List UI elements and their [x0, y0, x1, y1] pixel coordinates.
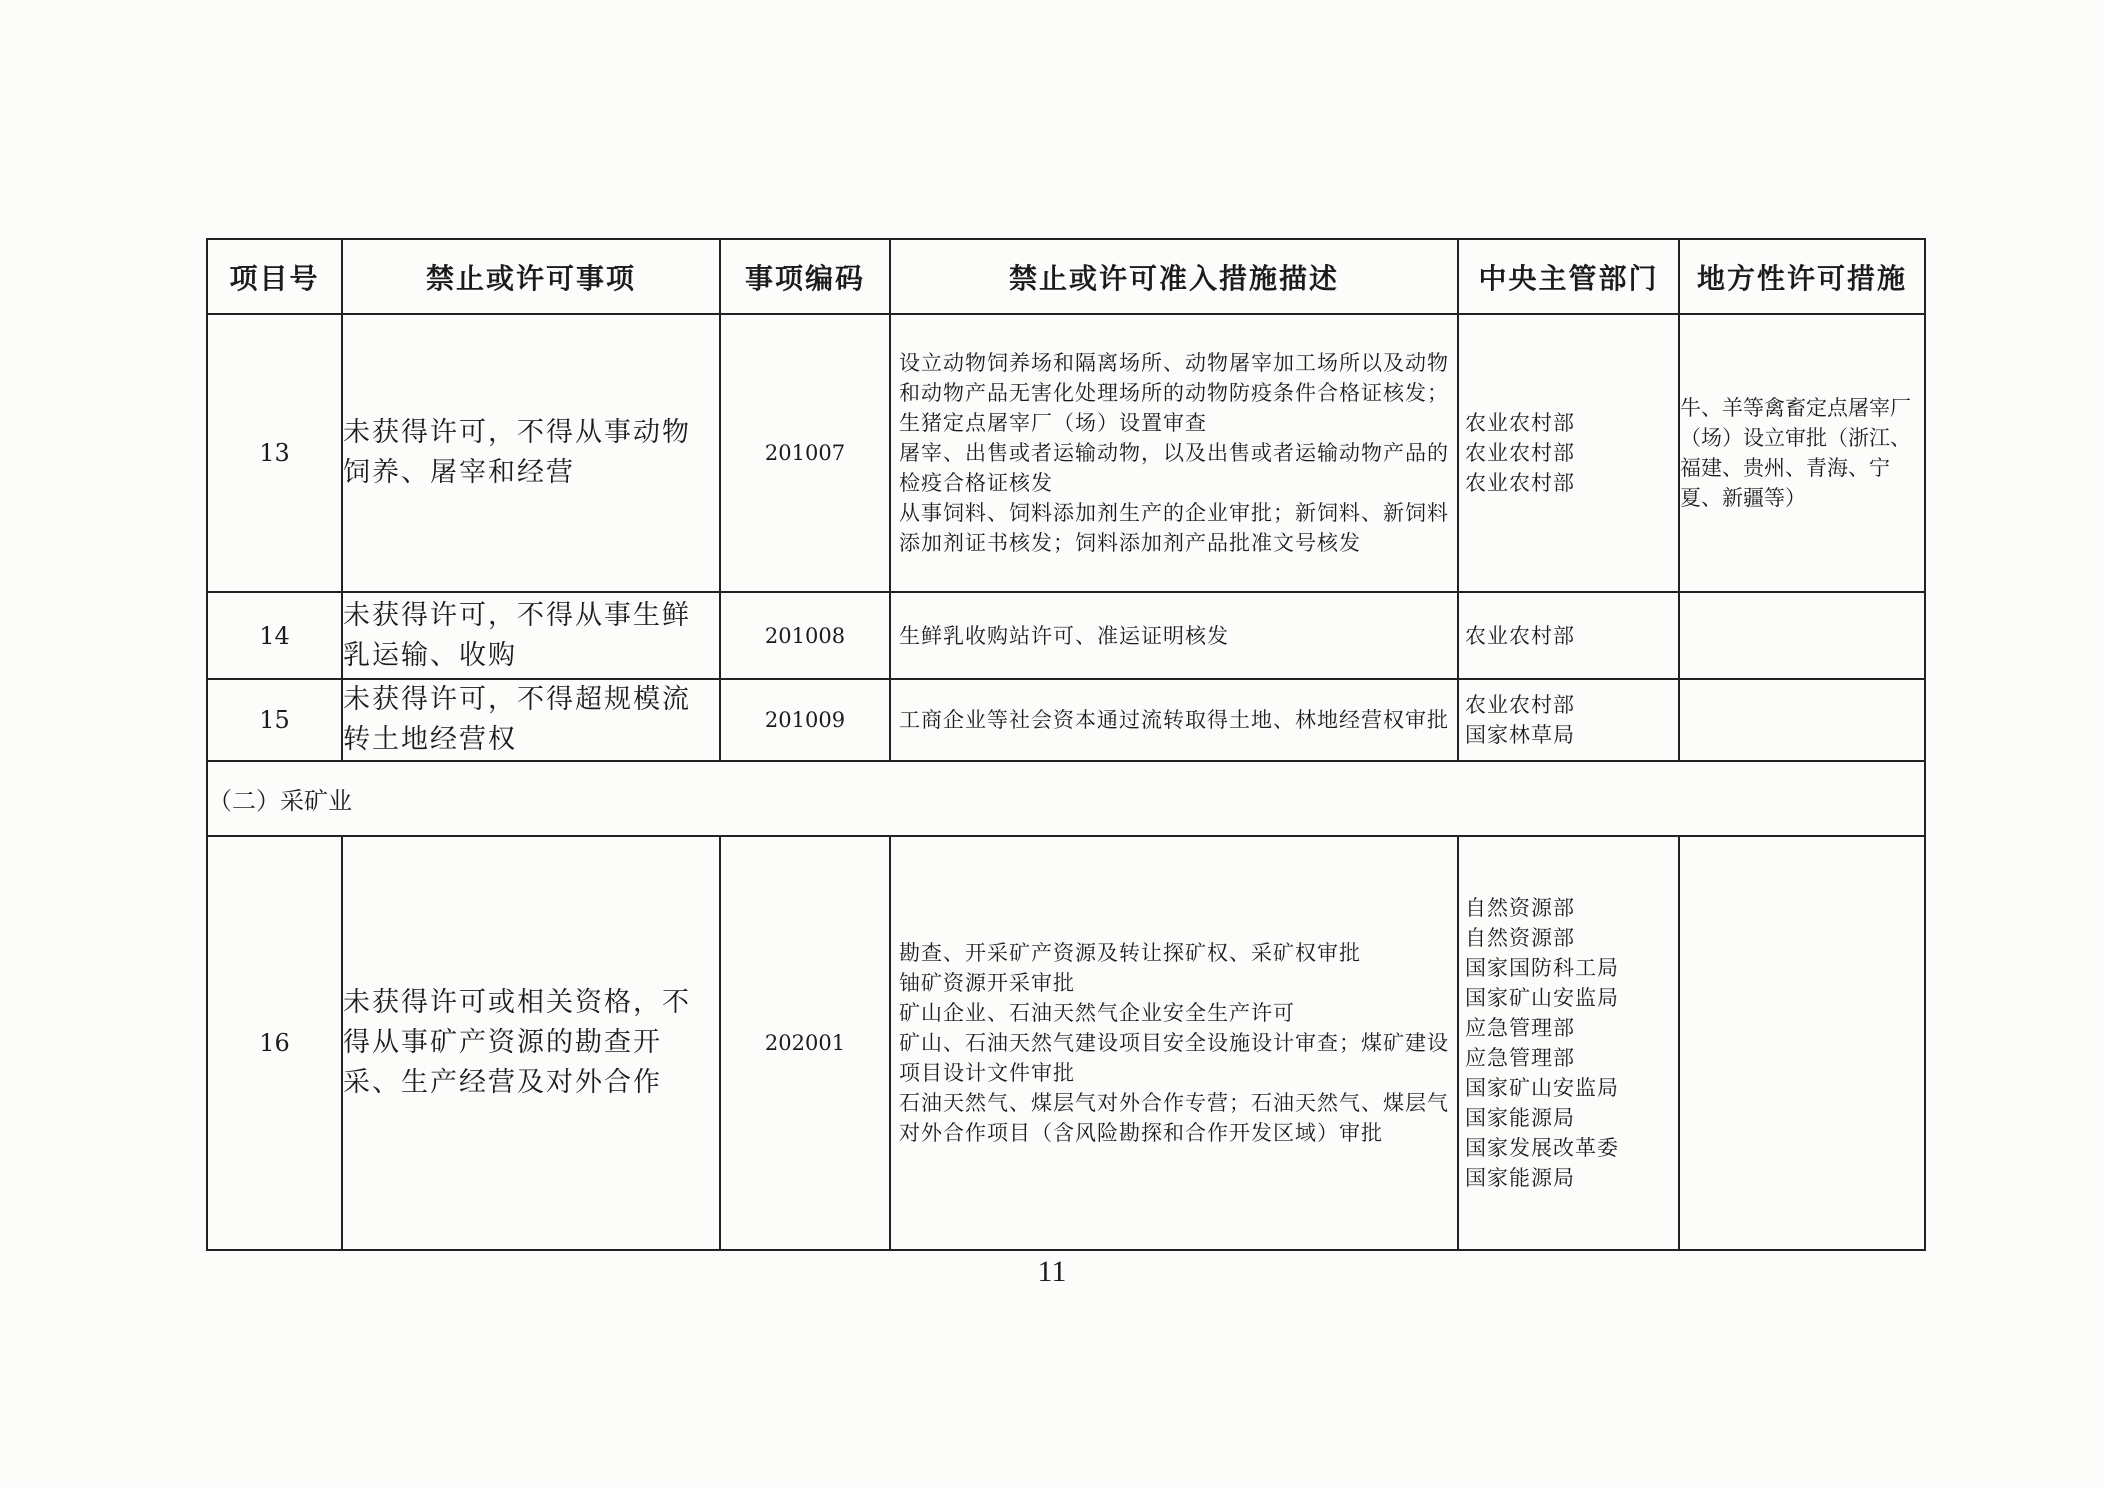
measure-department: 农业农村部 — [1465, 441, 1575, 465]
measure-description: 设立动物饲养场和隔离场所、动物屠宰加工场所以及动物和动物产品无害化处理场所的动物防疫条件合格证核发；生猪定点屠宰厂（场）设置审查 — [899, 351, 1449, 435]
row-item: 未获得许可，不得超规模流转土地经营权 — [342, 679, 720, 761]
row-number: 13 — [207, 314, 342, 592]
row-number: 16 — [207, 836, 342, 1250]
measure-description: 勘查、开采矿产资源及转让探矿权、采矿权审批 — [899, 941, 1361, 965]
row-local-measure — [1679, 679, 1925, 761]
row-item: 未获得许可，不得从事动物饲养、屠宰和经营 — [342, 314, 720, 592]
measure-department: 应急管理部 国家矿山安监局 国家能源局 — [1465, 1046, 1619, 1130]
measure-description: 矿山、石油天然气建设项目安全设施设计审查；煤矿建设项目设计文件审批 — [899, 1031, 1449, 1085]
row-code: 202001 — [720, 836, 890, 1250]
header-project-no: 项目号 — [207, 239, 342, 314]
table-row — [207, 592, 1925, 679]
row-departments — [1458, 314, 1679, 592]
measure-department: 农业农村部 — [1465, 471, 1575, 495]
permit-table — [206, 238, 1926, 1251]
row-local-measure — [1679, 592, 1925, 679]
table-row — [207, 314, 1925, 592]
measure-description: 工商企业等社会资本通过流转取得土地、林地经营权审批 — [899, 708, 1449, 732]
measure-description: 屠宰、出售或者运输动物，以及出售或者运输动物产品的检疫合格证核发 — [899, 441, 1449, 495]
row-item: 未获得许可，不得从事生鲜乳运输、收购 — [342, 592, 720, 679]
row-departments — [1458, 592, 1679, 679]
row-descriptions — [890, 314, 1458, 592]
table-header-row — [207, 239, 1925, 314]
row-code: 201009 — [720, 679, 890, 761]
row-number: 14 — [207, 592, 342, 679]
table-row — [207, 836, 1925, 1250]
row-local-measure: 牛、羊等禽畜定点屠宰厂（场）设立审批（浙江、福建、贵州、青海、宁夏、新疆等） — [1679, 314, 1925, 592]
header-description: 禁止或许可准入措施描述 — [890, 239, 1458, 314]
measure-description: 矿山企业、石油天然气企业安全生产许可 — [899, 1001, 1295, 1025]
measure-description: 石油天然气、煤层气对外合作专营；石油天然气、煤层气对外合作项目（含风险勘探和合作开发区域）审批 — [899, 1091, 1449, 1145]
row-item: 未获得许可或相关资格，不得从事矿产资源的勘查开采、生产经营及对外合作 — [342, 836, 720, 1250]
header-item: 禁止或许可事项 — [342, 239, 720, 314]
row-code: 201007 — [720, 314, 890, 592]
measure-department: 农业农村部 国家林草局 — [1465, 693, 1575, 747]
row-number: 15 — [207, 679, 342, 761]
measure-description: 铀矿资源开采审批 — [899, 971, 1075, 995]
row-descriptions — [890, 592, 1458, 679]
header-local-measure: 地方性许可措施 — [1679, 239, 1925, 314]
measure-department: 自然资源部 国家国防科工局 — [1465, 926, 1619, 980]
row-local-measure — [1679, 836, 1925, 1250]
measure-description: 生鲜乳收购站许可、准运证明核发 — [899, 623, 1229, 648]
measure-department: 自然资源部 — [1465, 896, 1575, 920]
row-code: 201008 — [720, 592, 890, 679]
measure-department: 国家发展改革委 国家能源局 — [1465, 1136, 1619, 1190]
header-department: 中央主管部门 — [1458, 239, 1679, 314]
measure-department: 农业农村部 — [1465, 623, 1575, 648]
row-departments — [1458, 836, 1679, 1250]
row-departments — [1458, 679, 1679, 761]
row-descriptions — [890, 836, 1458, 1250]
measure-department: 国家矿山安监局 应急管理部 — [1465, 986, 1619, 1040]
measure-department: 农业农村部 — [1465, 411, 1575, 435]
section-title: （二）采矿业 — [207, 761, 1925, 836]
measure-description: 从事饲料、饲料添加剂生产的企业审批；新饲料、新饲料添加剂证书核发；饲料添加剂产品批准文号核发 — [899, 501, 1449, 555]
header-code: 事项编码 — [720, 239, 890, 314]
page-number: 11 — [1037, 1255, 1067, 1288]
table-row — [207, 679, 1925, 761]
section-row — [207, 761, 1925, 836]
row-descriptions — [890, 679, 1458, 761]
